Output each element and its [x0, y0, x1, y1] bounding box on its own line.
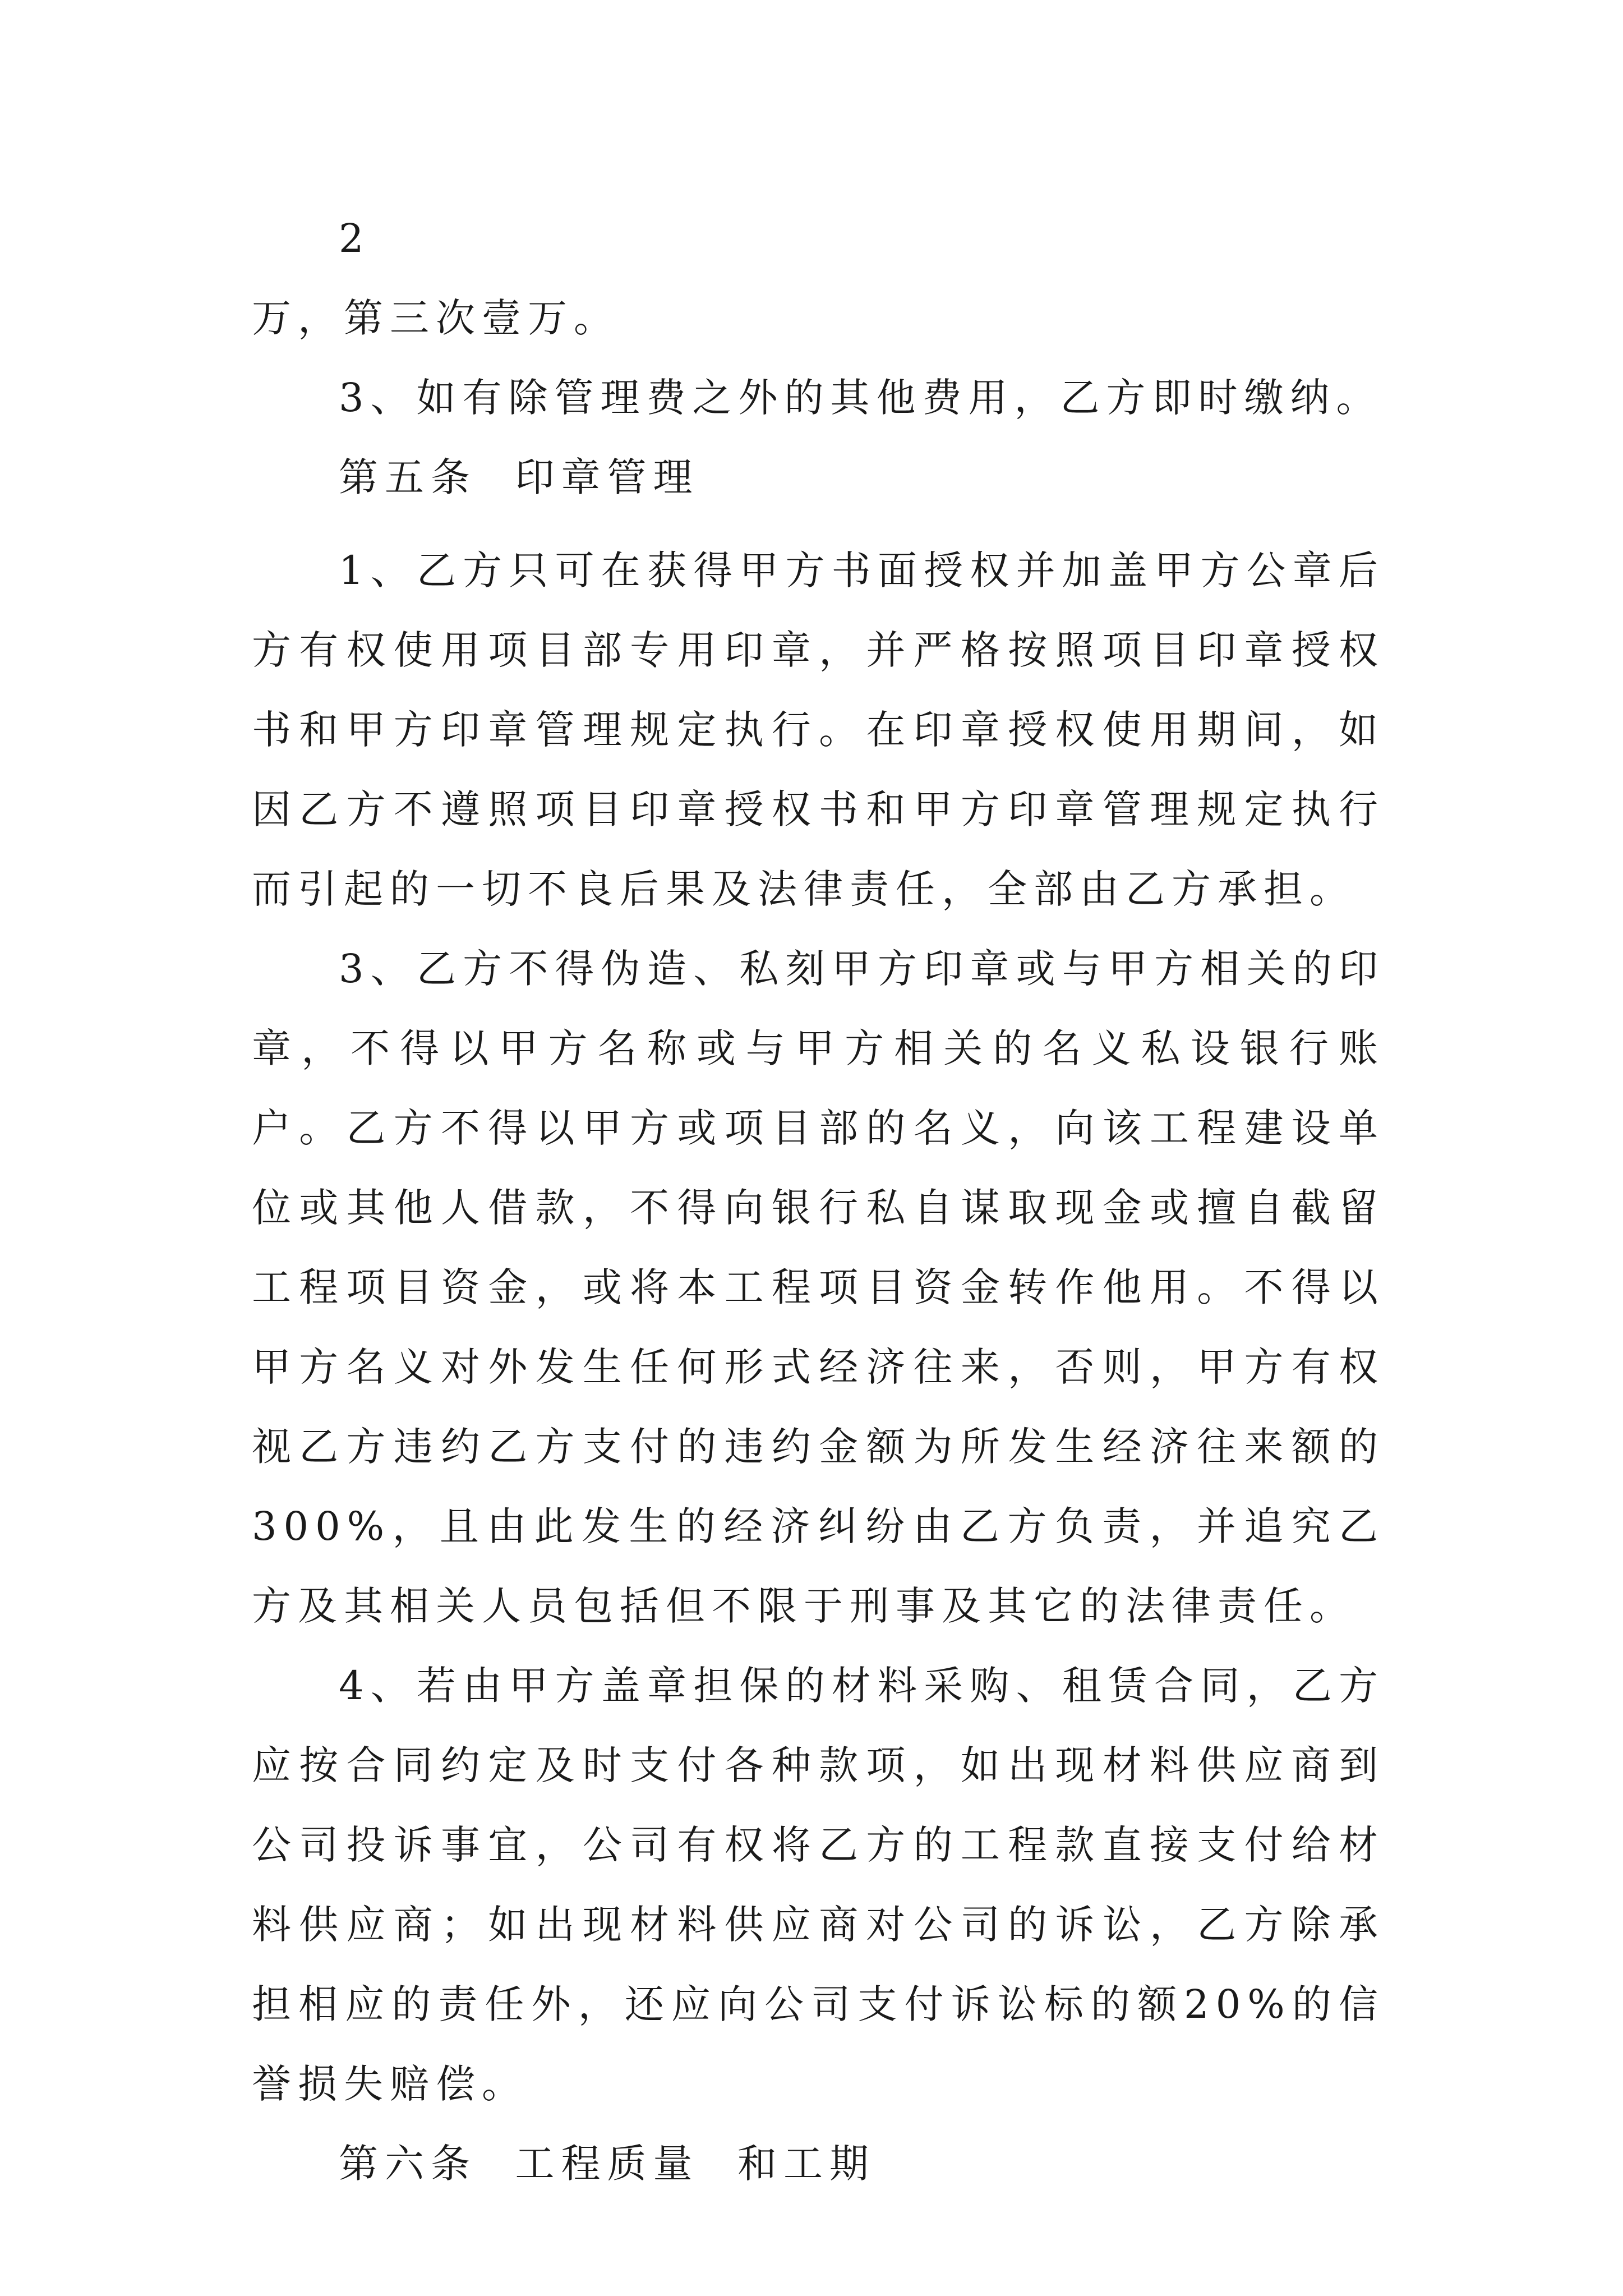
continued-clause-text: 万，第三次壹万。: [252, 295, 620, 341]
seal-clause-item-4: 4、若由甲方盖章担保的材料采购、租赁合同，乙方应按合同约定及时支付各种款项，如出现材料供应商到公司投诉事宜，公司有权将乙方的工程款直接支付给材料供应商；如出现材料供应商对公司的诉讼，乙方除承担相应的责任外，还应向公司支付诉讼标的额20%的信誉损失赔偿。: [252, 1663, 1385, 2107]
page-fragment-number: 2: [339, 215, 371, 261]
seal-clause-item-3: 3、乙方不得伪造、私刻甲方印章或与甲方相关的印章，不得以甲方名称或与甲方相关的名义私设银行账户。乙方不得以甲方或项目部的名义，向该工程建设单位或其他人借款，不得向银行私自谋取现金或擅自截留工程项目资金，或将本工程项目资金转作他用。不得以甲方名义对外发生任何形式经济往来，否则，甲方有权视乙方违约乙方支付的违约金额为所发生经济往来额的300%，且由此发生的经济纠纷由乙方负责，并追究乙方及其相关人员包括但不限于刑事及其它的法律责任。: [252, 946, 1385, 1629]
seal-clause-item-1: 1、乙方只可在获得甲方书面授权并加盖甲方公章后方有权使用项目部专用印章，并严格按照项目印章授权书和甲方印章管理规定执行。在印章授权使用期间，如因乙方不遵照项目印章授权书和甲方印章管理规定执行而引起的一切不良后果及法律责任，全部由乙方承担。: [252, 547, 1385, 912]
document-body: [252, 212, 1385, 2203]
article-5-heading: 第五条 印章管理: [339, 454, 699, 500]
article-6-heading: 第六条 工程质量 和工期: [339, 2141, 876, 2187]
clause-fee-item-3: 3、如有除管理费之外的其他费用，乙方即时缴纳。: [339, 375, 1382, 421]
